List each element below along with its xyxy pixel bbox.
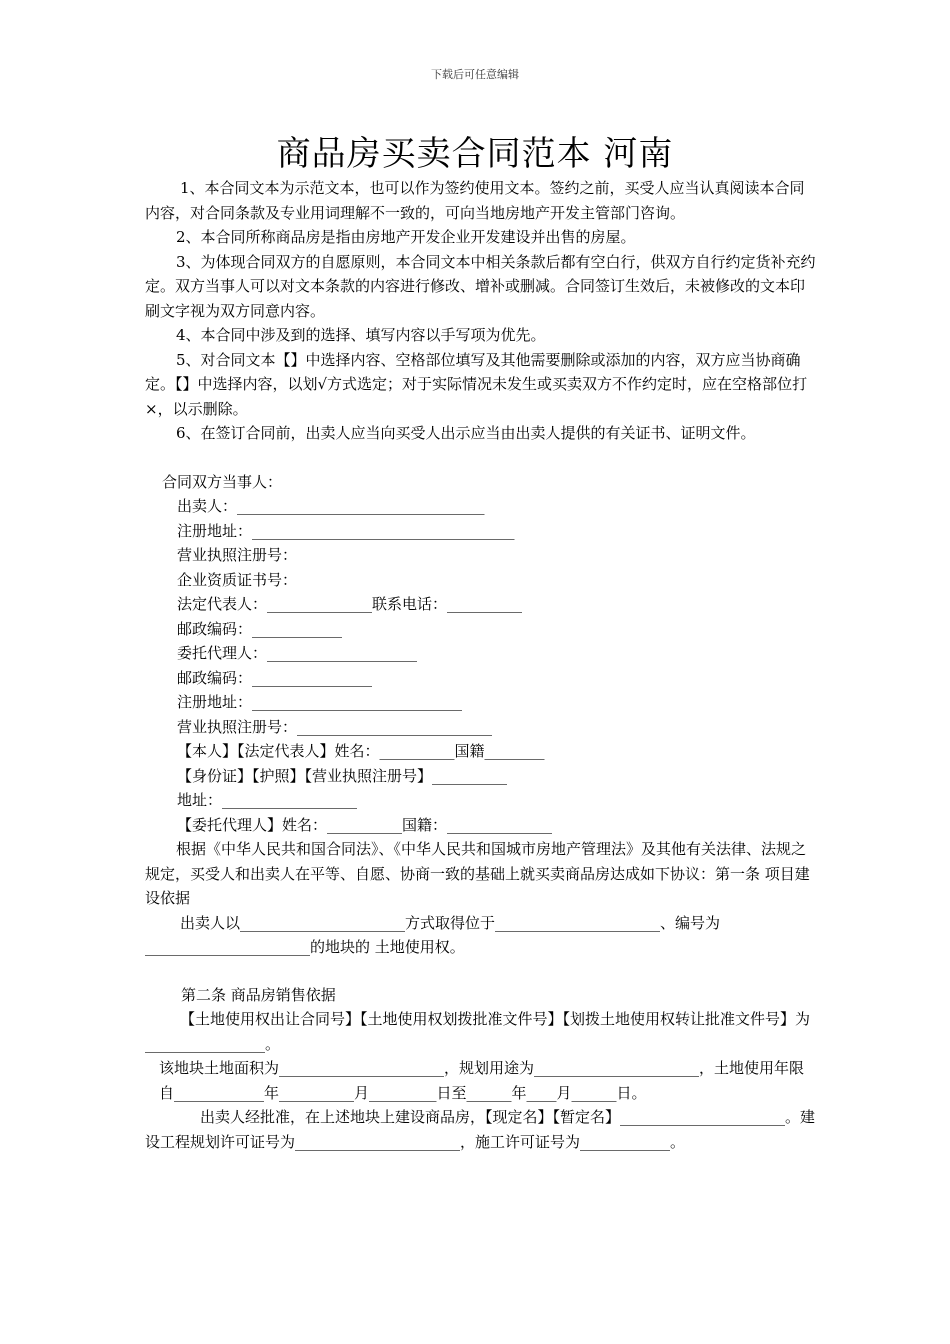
party-line: 营业执照注册号： <box>177 546 298 564</box>
note-1: 1、本合同文本为示范文本，也可以作为签约使用文本。签约之前，买受人应当认真阅读本合同内容，对合同条款及专业用词理解不一致的，可向当地房地产开发主管部门咨询。 <box>145 179 805 222</box>
party-line: 【委托代理人】姓名：__________国籍：______________ <box>177 815 553 834</box>
document-body <box>145 176 817 1154</box>
article2-heading: 第二条 商品房销售依据 <box>181 985 336 1004</box>
party-line: 注册地址：____________________________ <box>177 693 463 711</box>
party-line: 地址：__________________ <box>177 791 358 809</box>
basis-paragraph: 根据《中华人民共和国合同法》、《中华人民共和国城市房地产管理法》及其他有关法律、法规之规定，买受人和出卖人在平等、自愿、协商一致的基础上就买卖商品房达成如下协议：第一条 项目建设依据 <box>145 840 810 907</box>
party-line: 邮政编码：________________ <box>177 668 373 687</box>
article2-p3: 出卖人经批准，在上述地块上建设商品房，【现定名】【暂定名】______________________。建设工程规划许可证号为______________________，施工许可证号为____________。 <box>145 1108 816 1151</box>
note-5: 5、对合同文本【】中选择内容、空格部位填写及其他需要删除或添加的内容，双方应当协商确定。【】中选择内容，以划√方式选定；对于实际情况未发生或买卖双方不作约定时，应在空格部位打×，以示删除。 <box>145 350 808 418</box>
spacer <box>145 446 817 470</box>
party-line: 营业执照注册号：__________________________ <box>177 717 493 736</box>
note-3: 3、为体现合同双方的自愿原则，本合同文本中相关条款后都有空白行，供双方自行约定货补充约定。双方当事人可以对文本条款的内容进行修改、增补或删减。合同签订生效后，未被修改的文本印刷文字视为双方同意内容。 <box>145 252 816 320</box>
party-line: 邮政编码：____________ <box>177 619 343 638</box>
party-line: 注册地址：___________________________________ <box>177 521 515 540</box>
party-line: 出卖人：_________________________________ <box>177 497 485 515</box>
party-line: 委托代理人：____________________ <box>177 644 418 662</box>
article2-p1: 【土地使用权出让合同号】【土地使用权划拨批准文件号】【划拨土地使用权转让批准文件号】为________________。 <box>145 1010 811 1053</box>
party-line: 企业资质证书号： <box>177 570 298 589</box>
spacer <box>145 960 817 983</box>
article1-text: 出卖人以______________________方式取得位于______________________、编号为______________________的地块的 土地使用权。 <box>145 913 721 956</box>
party-line: 【本人】【法定代表人】姓名：__________国籍________ <box>177 742 545 760</box>
parties-heading: 合同双方当事人： <box>162 472 283 491</box>
note-6: 6、在签订合同前，出卖人应当向买受人出示应当由出卖人提供的有关证书、证明文件。 <box>176 424 756 442</box>
header-note: 下载后可任意编辑 <box>431 68 519 81</box>
document-title: 商品房买卖合同范本 河南 <box>276 134 674 174</box>
party-line: 法定代表人：______________联系电话：__________ <box>177 595 523 613</box>
note-4: 4、本合同中涉及到的选择、填写内容以手写项为优先。 <box>176 326 546 344</box>
article2-p2: 该地块土地面积为______________________，规划用途为______________________，土地使用年限自____________年__________月_________日至______年____月______日。 <box>159 1059 805 1102</box>
note-2: 2、本合同所称商品房是指由房地产开发企业开发建设并出售的房屋。 <box>176 228 636 246</box>
party-line: 【身份证】【护照】【营业执照注册号】__________ <box>177 766 508 785</box>
